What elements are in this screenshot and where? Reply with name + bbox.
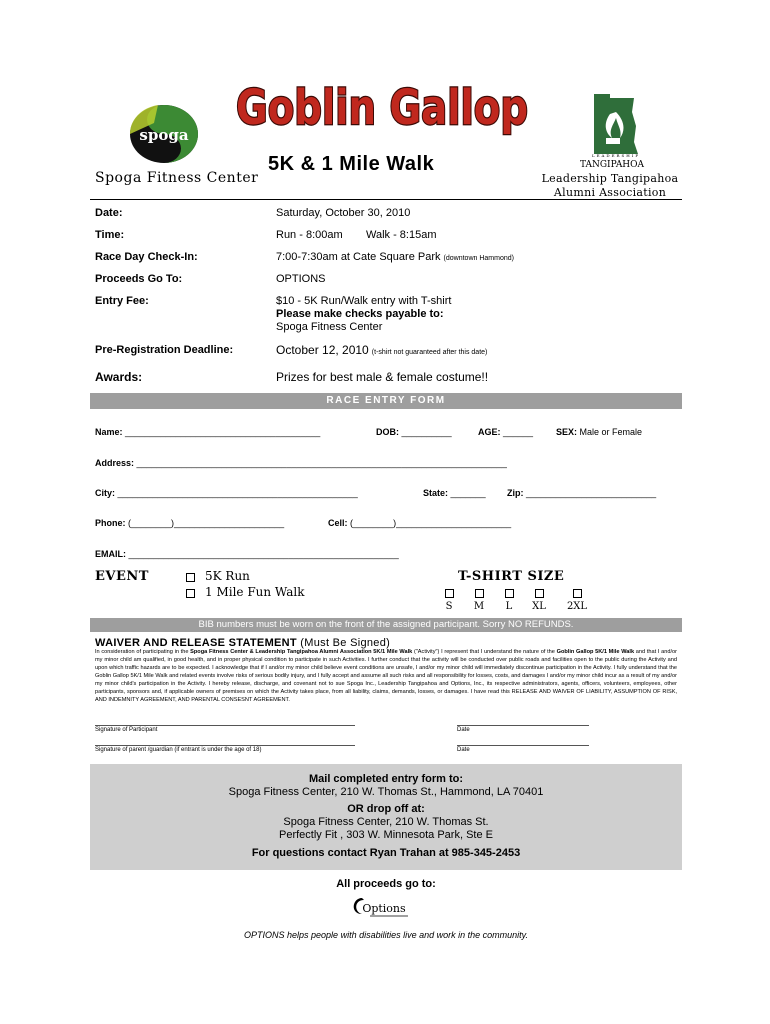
waiver-p2-bold: Goblin Gallop 5K/1 Mile Walk (556, 649, 635, 655)
dob-label: DOB: (376, 427, 399, 437)
zip-line: __________________________ (526, 488, 657, 498)
address-label: Address: (95, 458, 135, 468)
waiver-heading-text: WAIVER AND RELEASE STATEMENT (95, 637, 297, 649)
waiver-text (95, 648, 677, 704)
prereg-value (276, 343, 487, 357)
time-label: Time: (95, 229, 125, 241)
cell-line: (________)_______________________ (350, 518, 512, 528)
header-divider (90, 199, 682, 200)
event-5k-label: 5K Run (205, 569, 250, 583)
state-label: State: (423, 488, 449, 498)
participant-signature-line[interactable] (95, 725, 355, 726)
prereg-note: (t-shirt not guaranteed after this date) (371, 349, 488, 356)
size-xl-checkbox[interactable] (535, 589, 544, 598)
waiver-p1: In consideration of participating in the (95, 649, 191, 655)
spoga-logo-text: spoga (139, 126, 189, 144)
parent-date-label: Date (457, 747, 470, 753)
waiver-p2: ("Activity") I represent that I understand the nature of the (412, 649, 557, 655)
size-l-label: L (505, 601, 513, 612)
zip-label: Zip: (507, 488, 524, 498)
date-value: Saturday, October 30, 2010 (276, 207, 411, 219)
size-m-checkbox[interactable] (475, 589, 484, 598)
name-label: Name: (95, 427, 123, 437)
awards-value: Prizes for best male & female costume!! (276, 370, 489, 384)
participant-signature-label: Signature of Participant (95, 727, 158, 733)
tshirt-size-heading: T-SHIRT SIZE (458, 569, 565, 584)
city-label: City: (95, 488, 115, 498)
dropoff-location-2: Perfectly Fit , 303 W. Minnesota Park, Ste E (279, 829, 493, 841)
sex-options: Male or Female (579, 427, 643, 437)
ltaa-name-line2: Alumni Association (553, 186, 667, 199)
date-label: Date: (95, 207, 123, 219)
city-line: ________________________________________________ (117, 488, 358, 498)
phone-label: Phone: (95, 518, 126, 528)
spoga-name: Spoga Fitness Center (95, 170, 259, 186)
checkin-note: (downtown Hammond) (443, 255, 514, 262)
cell-label: Cell: (328, 518, 348, 528)
event-walk-label: 1 Mile Fun Walk (205, 585, 305, 599)
options-logo-text: Options (362, 902, 406, 915)
sex-label: SEX: (556, 427, 578, 437)
ltaa-small-text: LEADERSHIP (591, 153, 641, 158)
email-label: EMAIL: (95, 549, 126, 559)
participant-date-line[interactable] (457, 725, 589, 726)
proceeds-heading: All proceeds go to: (336, 878, 436, 890)
fee-checks-note: Please make checks payable to: (276, 308, 444, 320)
size-s-label: S (445, 601, 453, 612)
waiver-p1-bold: Spoga Fitness Center & Leadership Tangipahoa Alumni Association 5K/1 Mile Walk (190, 649, 413, 655)
age-field[interactable] (478, 427, 533, 437)
prereg-date: October 12, 2010 (276, 343, 369, 357)
address-line: __________________________________________________________________________ (136, 458, 507, 468)
awards-label: Awards: (95, 370, 143, 384)
spoga-logo (128, 103, 200, 165)
address-field[interactable] (95, 458, 507, 468)
time-walk: Walk - 8:15am (366, 229, 437, 241)
fee-label: Entry Fee: (95, 295, 149, 307)
event-5k-checkbox[interactable] (186, 573, 195, 582)
zip-field[interactable] (507, 488, 656, 498)
event-title-text: Goblin Gallop (236, 80, 528, 136)
fee-value: $10 - 5K Run/Walk entry with T-shirt (276, 295, 452, 307)
dropoff-heading: OR drop off at: (347, 803, 425, 815)
waiver-p3: and that I and/or my minor child am qualified, in good health, and in proper physical condition to participate in such Activities. I further conduct that the activity will be conducted over public roads and facilities open to the public during the Activity and upon which traffic hazards are to be expected. I acknowledge that if I and/or my minor child believe event conditions are unsafe, I and/or my minor child will immediately discontinue participation in the Activity. I fully understand that the Goblin Gallop 5K/1 Mile Walk and related events involve risks of serious bodily injury, and I fully accept and assume all such risks and all responsibility for losses, costs, and damages I and/or my minor child incur as a result of my and/or my minor child's participation in the Activity. I hereby release, discharge, and covenant not to sue Spoga Inc., Leadership Tangipahoa and Options, Inc., its respective administrators, agents, officers, volunteers, employees, other participants, sponsors and, if applicable owners of premises on which the Activity takes place, from all liability, claims, demands, losses, or damages. I have read this RELEASE AND WAIVER OF LIABILITY, ASSUMPTION OF RISK, AND INDEMNITY AGREEMENT, AND PARENTAL CONSESNT AGREEMENT. (95, 649, 678, 704)
parent-date-line[interactable] (457, 745, 589, 746)
dob-line: __________ (401, 427, 452, 437)
size-2xl-label: 2XL (566, 601, 588, 612)
age-label: AGE: (478, 427, 501, 437)
size-m-label: M (473, 601, 485, 612)
state-field[interactable] (423, 488, 486, 498)
event-subtitle: 5K & 1 Mile Walk (268, 153, 435, 175)
age-line: ______ (503, 427, 534, 437)
city-field[interactable] (95, 488, 358, 498)
email-line: ______________________________________________________ (128, 549, 399, 559)
proceeds-label: Proceeds Go To: (95, 273, 183, 285)
size-xl-label: XL (532, 601, 546, 612)
mail-heading: Mail completed entry form to: (308, 773, 464, 785)
dob-field[interactable] (376, 427, 452, 437)
checkin-label: Race Day Check-In: (95, 251, 198, 263)
email-field[interactable] (95, 549, 399, 559)
dropoff-location-1: Spoga Fitness Center, 210 W. Thomas St. (283, 816, 489, 828)
options-logo (348, 892, 414, 920)
name-line: _______________________________________ (125, 427, 321, 437)
sex-field[interactable] (556, 427, 642, 437)
ltaa-logo-text: TANGIPAHOA (579, 160, 645, 170)
event-heading: EVENT (95, 569, 149, 584)
phone-line: (________)______________________ (128, 518, 285, 528)
cell-field[interactable] (328, 518, 511, 528)
size-s-checkbox[interactable] (445, 589, 454, 598)
parent-signature-label: Signature of parent /guardian (if entrant is under the age of 18) (95, 747, 262, 753)
event-walk-checkbox[interactable] (186, 589, 195, 598)
name-field[interactable] (95, 427, 320, 437)
proceeds-value: OPTIONS (276, 273, 326, 285)
waiver-heading-note: (Must Be Signed) (300, 637, 391, 649)
checkin-location: 7:00-7:30am at Cate Square Park (276, 251, 441, 263)
options-tagline: OPTIONS helps people with disabilities live and work in the community. (244, 930, 528, 940)
phone-field[interactable] (95, 518, 284, 528)
size-l-checkbox[interactable] (505, 589, 514, 598)
prereg-label: Pre-Registration Deadline: (95, 344, 234, 356)
checkin-value (276, 251, 514, 263)
parent-signature-line[interactable] (95, 745, 355, 746)
race-entry-form-bar: RACE ENTRY FORM (90, 393, 682, 409)
contact-line: For questions contact Ryan Trahan at 985-345-2453 (251, 847, 521, 859)
ltaa-name-line1: Leadership Tangipahoa (541, 172, 679, 185)
bib-notice-bar: BIB numbers must be worn on the front of the assigned participant. Sorry NO REFUNDS. (90, 618, 682, 632)
participant-date-label: Date (457, 727, 470, 733)
time-run: Run - 8:00am (276, 229, 343, 241)
state-line: _______ (450, 488, 486, 498)
mail-address: Spoga Fitness Center, 210 W. Thomas St., Hammond, LA 70401 (228, 786, 544, 798)
event-title (232, 66, 532, 136)
fee-payee: Spoga Fitness Center (276, 321, 383, 333)
size-2xl-checkbox[interactable] (573, 589, 582, 598)
